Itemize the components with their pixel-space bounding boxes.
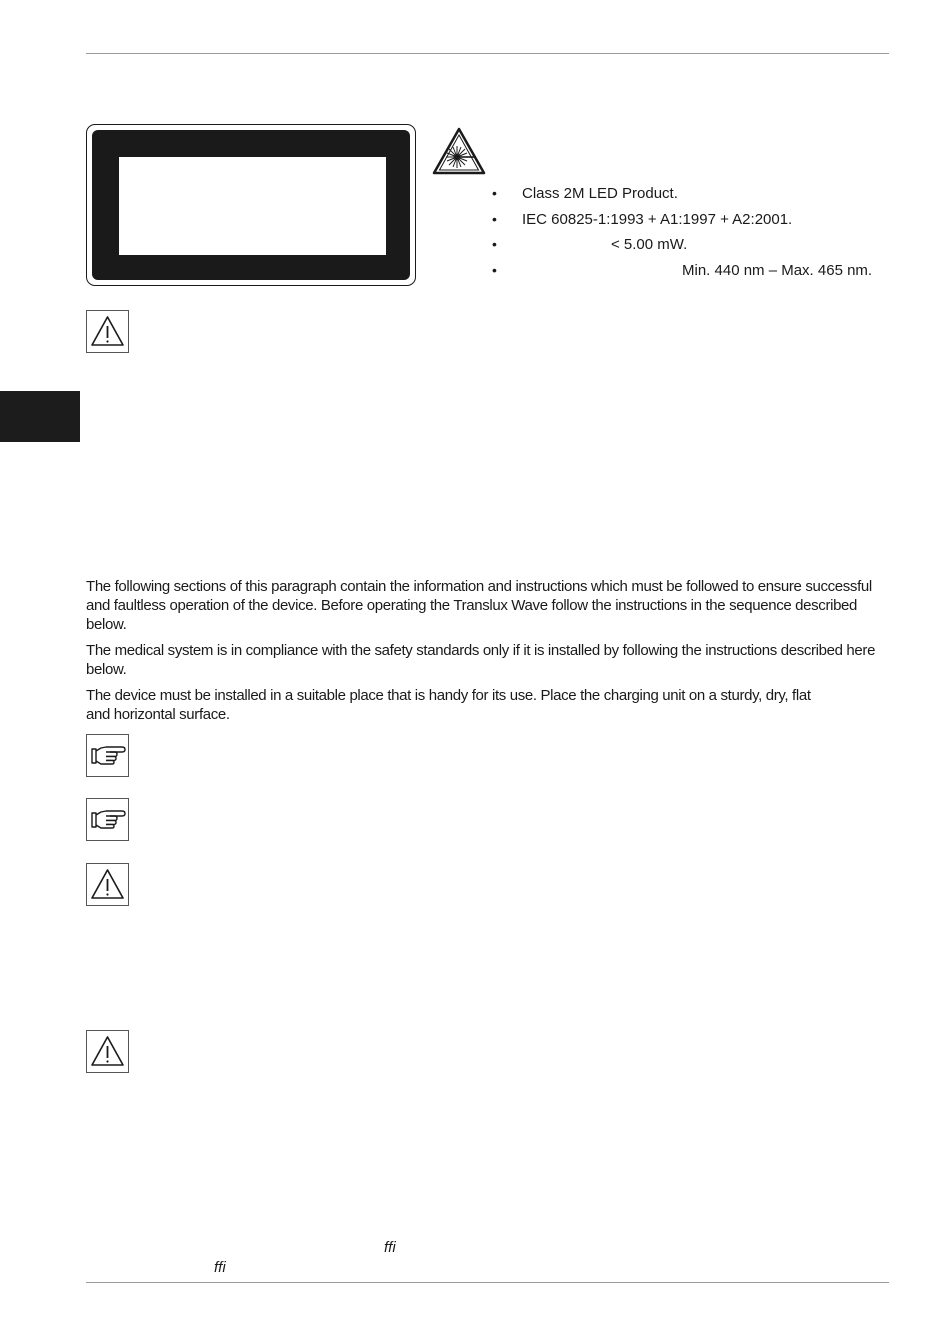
label-border xyxy=(92,130,410,280)
pointing-hand-icon xyxy=(87,735,128,776)
footer-fragment: ffi xyxy=(384,1239,396,1256)
footer-rule xyxy=(86,1282,889,1283)
warning-box xyxy=(86,310,129,353)
bullet: • xyxy=(492,236,497,252)
bullet: • xyxy=(492,261,497,278)
laser-product-label xyxy=(86,124,416,286)
label-text-area xyxy=(119,157,386,255)
chapter-tab xyxy=(0,391,80,442)
note-box xyxy=(86,798,129,841)
warning-box xyxy=(86,863,129,906)
header-rule xyxy=(86,53,889,54)
pointing-hand-icon xyxy=(87,799,128,840)
spec-standard: IEC 60825-1:1993 + A1:1997 + A2:2001. xyxy=(522,210,793,228)
warning-triangle-icon xyxy=(87,864,128,905)
laser-warning-icon xyxy=(432,127,486,176)
compliance-paragraph: The medical system is in compliance with the safety standards only if it is installed by following the instructions described here below. xyxy=(86,642,876,678)
spec-class: Class 2M LED Product. xyxy=(522,185,678,202)
spec-power: < 5.00 mW. xyxy=(611,236,688,253)
warning-triangle-icon xyxy=(87,1031,128,1072)
placement-paragraph: The device must be installed in a suitable place that is handy for its use. Place the charging unit on a sturdy, dry, flat and horizontal surface. xyxy=(86,687,811,723)
spec-wavelength: Min. 440 nm – Max. 465 nm. xyxy=(682,261,873,279)
warning-triangle-icon xyxy=(87,311,128,352)
note-box xyxy=(86,734,129,777)
bullet: • xyxy=(492,210,497,227)
bullet: • xyxy=(492,185,497,201)
footer-fragment: ffi xyxy=(214,1259,226,1276)
warning-box xyxy=(86,1030,129,1073)
installation-intro-paragraph: The following sections of this paragraph contain the information and instructions which must be followed to ensure successful and faultless operation of the device. Before operating the Translux Wave follow the instructions in the sequence described below. xyxy=(86,578,872,633)
